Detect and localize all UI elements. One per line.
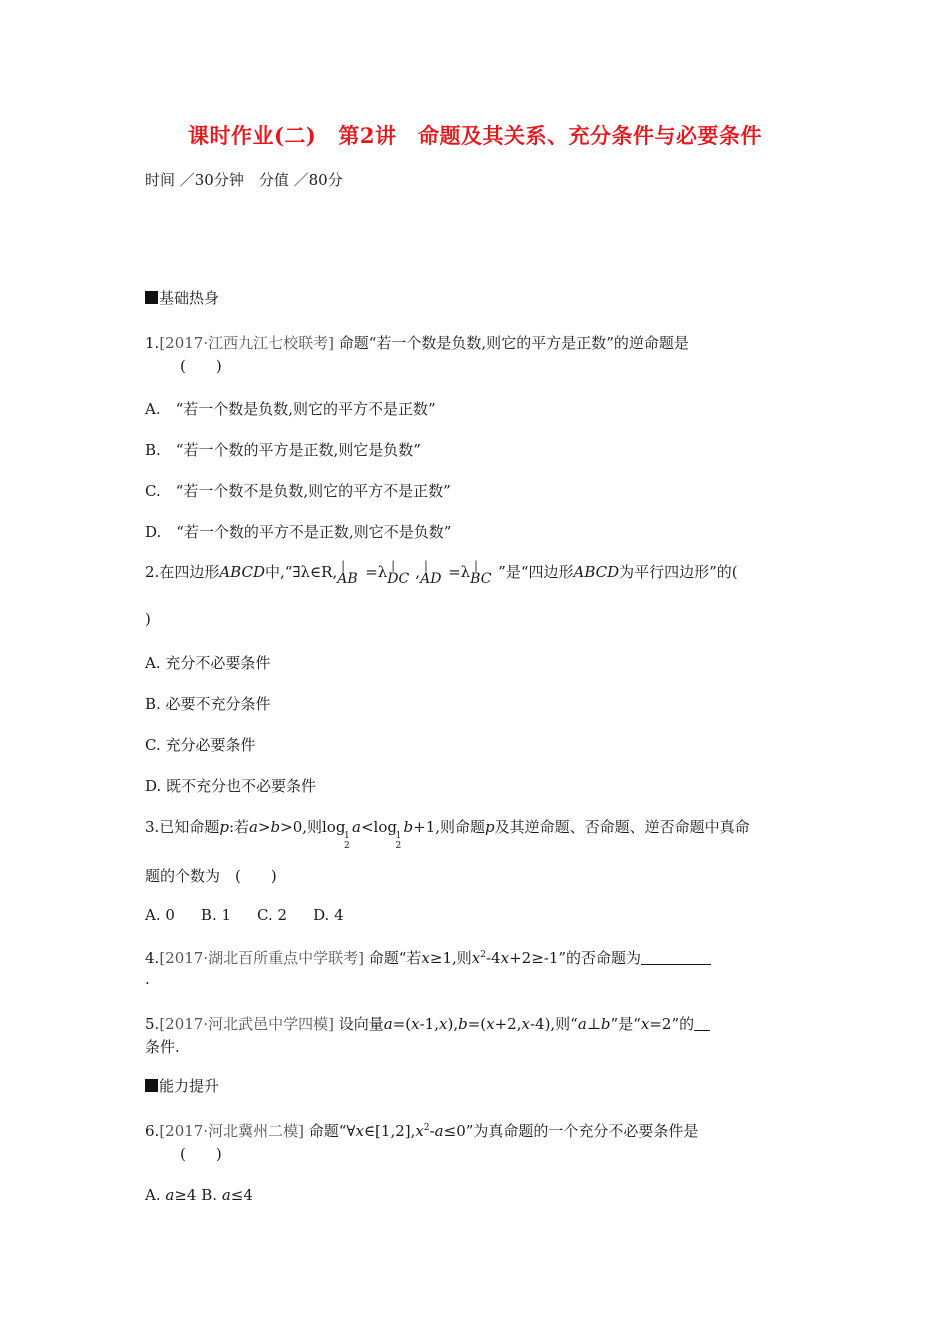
vector-ab: | AB: [337, 559, 358, 587]
superscript: 2: [480, 950, 486, 960]
log-half-b: log 1 2: [373, 818, 402, 851]
question-number: 3.: [145, 818, 160, 836]
text: =(: [467, 1015, 487, 1033]
question-2-option-d: D. 既不充分也不必要条件: [145, 777, 317, 795]
question-2-option-b: B. 必要不充分条件: [145, 695, 271, 713]
text: ≤0”为真命题的一个充分不必要条件是: [443, 1122, 699, 1140]
question-1-stem: [145, 332, 689, 353]
math-var: x: [355, 1122, 364, 1140]
text: ,: [415, 563, 421, 581]
text: 为平行四边形”的(: [619, 563, 738, 581]
text: ”是“四边形: [498, 563, 574, 581]
text: ∈[1,2],: [363, 1122, 416, 1140]
option-b-text: ≤4: [230, 1186, 253, 1204]
vector-ad: | AD: [420, 559, 442, 587]
question-1-option-c: C. “若一个数不是负数,则它的平方不是正数”: [145, 482, 451, 500]
question-source: [2017·江西九江七校联考]: [159, 334, 334, 352]
math-var: x: [521, 1015, 530, 1033]
text: 及其逆命题、否命题、逆否命题中真命: [494, 818, 750, 836]
option-d: D. 4: [313, 906, 344, 924]
math-var: a: [434, 1122, 444, 1140]
superscript: 2: [423, 1123, 430, 1133]
question-3-options: [145, 906, 370, 924]
section-marker-icon: [145, 291, 158, 304]
text: =λ: [448, 563, 471, 581]
text: =λ: [365, 563, 388, 581]
math-var: a: [221, 1186, 231, 1204]
option-b-label: B.: [201, 1186, 218, 1204]
math-var: x: [415, 1122, 424, 1140]
text: 0,则: [292, 818, 322, 836]
question-3-line2: 题的个数为 ( ): [145, 867, 277, 885]
math-var: p: [219, 818, 229, 836]
math-expr: a>b>: [249, 818, 293, 836]
section-basic-label: 基础热身: [159, 289, 220, 307]
question-2-close-paren: ): [145, 610, 151, 628]
question-1-option-d: D. “若一个数的平方不是正数,则它不是负数”: [145, 523, 452, 541]
text: ),: [447, 1015, 459, 1033]
worksheet-number: 课时作业(二): [188, 123, 317, 148]
text: ”是“: [610, 1015, 641, 1033]
math-var: b: [403, 818, 414, 836]
math-var: a: [165, 1186, 175, 1204]
math-var: x: [486, 1015, 495, 1033]
question-number: 5.: [145, 1015, 160, 1033]
option-c: C. 2: [257, 906, 288, 924]
text: +2≥-1”的否命题为: [509, 949, 642, 967]
question-4-end: .: [145, 970, 150, 988]
math-var: a: [352, 818, 361, 836]
question-text: 命题“若一个数是负数,则它的平方是正数”的逆命题是: [338, 334, 689, 352]
option-a-text: ≥4: [174, 1186, 197, 1204]
section-advanced: [145, 1075, 219, 1096]
answer-blank[interactable]: [641, 950, 711, 965]
text: -4),则“: [529, 1015, 578, 1033]
question-2-stem: [145, 559, 738, 587]
question-3-stem: [145, 816, 750, 851]
text: ⊥: [586, 1015, 601, 1033]
question-6-options: [145, 1186, 253, 1204]
vector-bc: | BC: [470, 559, 492, 587]
text: -4: [485, 949, 501, 967]
time-label: 时间 ／30分钟: [145, 171, 244, 189]
math-var: ABCD: [219, 563, 265, 581]
math-var: p: [485, 818, 495, 836]
lesson-title: 第2讲 命题及其关系、充分条件与必要条件: [338, 123, 762, 148]
question-2-option-c: C. 充分必要条件: [145, 736, 256, 754]
question-source: [2017·河北冀州二模]: [159, 1122, 304, 1140]
math-var: b: [600, 1015, 611, 1033]
math-var: b: [458, 1015, 468, 1033]
question-number: 1.: [145, 334, 160, 352]
option-a-label: A.: [145, 1186, 161, 1204]
section-marker-icon: [145, 1079, 158, 1092]
question-number: 4.: [145, 949, 160, 967]
text: 中,“∃λ∈R,: [264, 563, 338, 581]
question-1-paren: ( ): [180, 357, 222, 375]
math-var: x: [439, 1015, 448, 1033]
answer-blank[interactable]: [694, 1016, 710, 1031]
math-var: ABCD: [573, 563, 620, 581]
text: 已知命题: [159, 818, 220, 836]
text: +2,: [494, 1015, 522, 1033]
text: <: [360, 818, 374, 836]
text: 在四边形: [159, 563, 220, 581]
math-var: x: [471, 949, 481, 967]
text: +1,则命题: [413, 818, 486, 836]
math-var: x: [640, 1015, 650, 1033]
section-basic: [145, 287, 219, 308]
question-source: [2017·湖北百所重点中学联考]: [159, 949, 364, 967]
option-a: A. 0: [145, 906, 175, 924]
text: =2”的: [649, 1015, 695, 1033]
option-b: B. 1: [200, 906, 232, 924]
time-score-line: [145, 169, 343, 190]
math-var: a: [383, 1015, 393, 1033]
question-number: 2.: [145, 563, 160, 581]
question-5-line2: 条件.: [145, 1038, 180, 1056]
question-5-stem: [145, 1013, 710, 1034]
math-var: x: [500, 949, 510, 967]
question-4-stem: [145, 947, 711, 968]
question-number: 6.: [145, 1122, 160, 1140]
text: -: [429, 1122, 435, 1140]
text: 设向量: [338, 1015, 384, 1033]
math-var: x: [411, 1015, 420, 1033]
log-half-a: log 1 2: [322, 818, 350, 851]
question-2-option-a: A. 充分不必要条件: [145, 654, 271, 672]
question-source: [2017·河北武邑中学四模]: [159, 1015, 334, 1033]
text: -1,: [419, 1015, 439, 1033]
text: =(: [392, 1015, 412, 1033]
math-var: a: [577, 1015, 587, 1033]
text: :若: [228, 818, 249, 836]
text: 命题“∀: [308, 1122, 356, 1140]
score-label: 分值 ／80分: [258, 171, 343, 189]
question-1-option-a: A. “若一个数是负数,则它的平方不是正数”: [145, 400, 436, 418]
section-advanced-label: 能力提升: [159, 1077, 220, 1095]
question-6-paren: ( ): [180, 1145, 222, 1163]
text: 命题“若: [368, 949, 422, 967]
text: ≥1,则: [429, 949, 472, 967]
math-var: x: [421, 949, 430, 967]
page-title: [0, 120, 950, 150]
question-1-option-b: B. “若一个数的平方是正数,则它是负数”: [145, 441, 421, 459]
question-6-stem: [145, 1120, 698, 1141]
vector-dc: | DC: [387, 559, 410, 587]
